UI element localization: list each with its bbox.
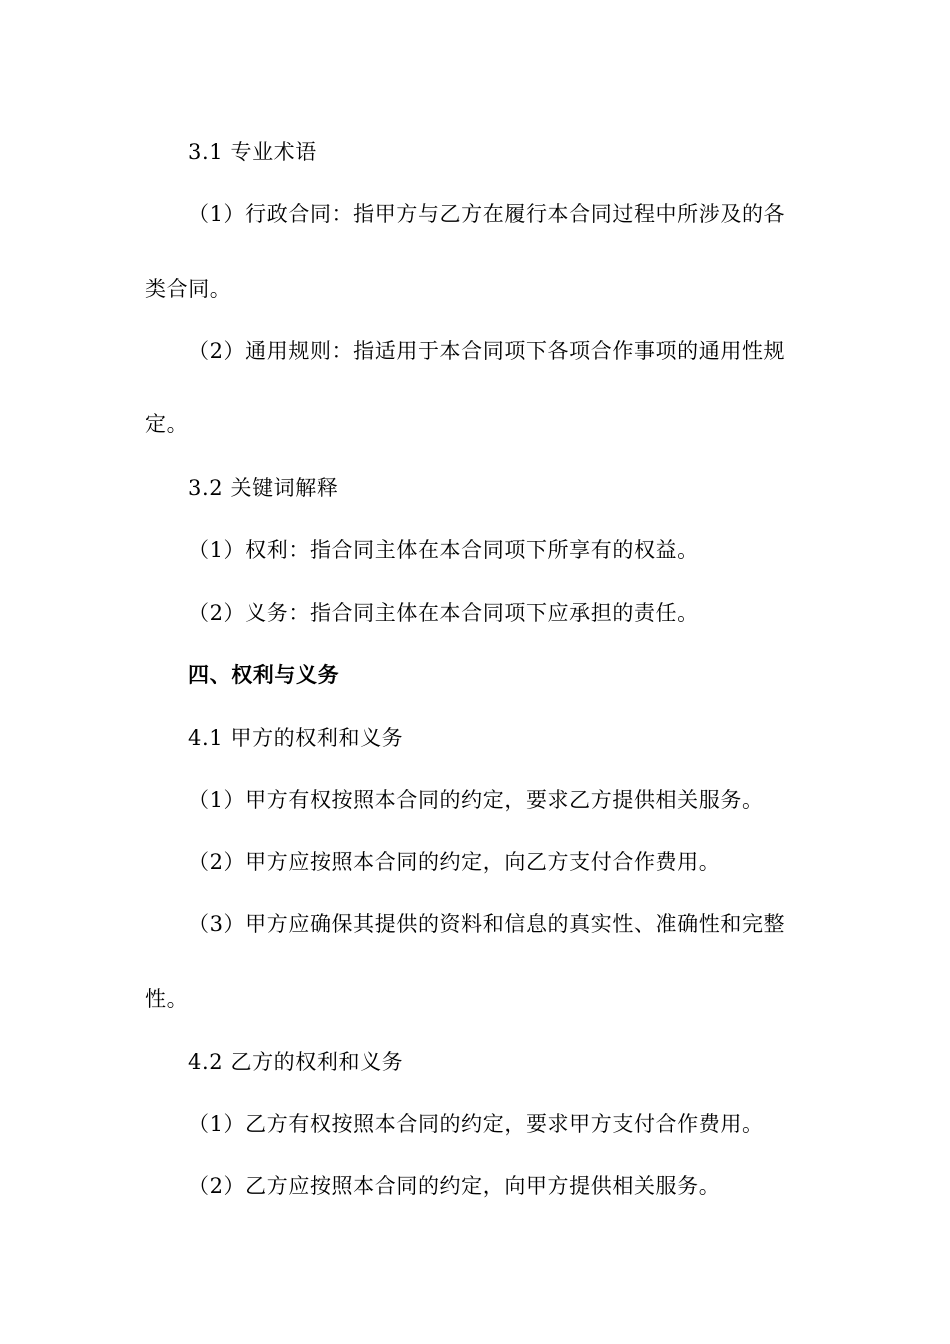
paragraph-line: 性。 (145, 987, 189, 1011)
subsection-heading-3-2: 3.2 关键词解释 (188, 476, 339, 500)
paragraph-line: 类合同。 (145, 277, 232, 301)
paragraph-line: （2）义务：指合同主体在本合同项下应承担的责任。 (188, 601, 699, 625)
paragraph-line: （2）乙方应按照本合同的约定，向甲方提供相关服务。 (188, 1174, 721, 1198)
paragraph-line: （1）甲方有权按照本合同的约定，要求乙方提供相关服务。 (188, 788, 764, 812)
paragraph-line: 定。 (145, 412, 189, 436)
paragraph-line: （2）甲方应按照本合同的约定，向乙方支付合作费用。 (188, 850, 721, 874)
subsection-heading-4-1: 4.1 甲方的权利和义务 (188, 726, 404, 750)
paragraph-line: （3）甲方应确保其提供的资料和信息的真实性、准确性和完整 (188, 912, 786, 936)
subsection-heading-4-2: 4.2 乙方的权利和义务 (188, 1050, 404, 1074)
subsection-heading-3-1: 3.1 专业术语 (188, 140, 317, 164)
paragraph-line: （1）权利：指合同主体在本合同项下所享有的权益。 (188, 538, 699, 562)
section-heading-4: 四、权利与义务 (188, 662, 340, 687)
paragraph-line: （1）乙方有权按照本合同的约定，要求甲方支付合作费用。 (188, 1112, 764, 1136)
paragraph-line: （2）通用规则：指适用于本合同项下各项合作事项的通用性规 (188, 339, 786, 363)
paragraph-line: （1）行政合同：指甲方与乙方在履行本合同过程中所涉及的各 (188, 202, 786, 226)
